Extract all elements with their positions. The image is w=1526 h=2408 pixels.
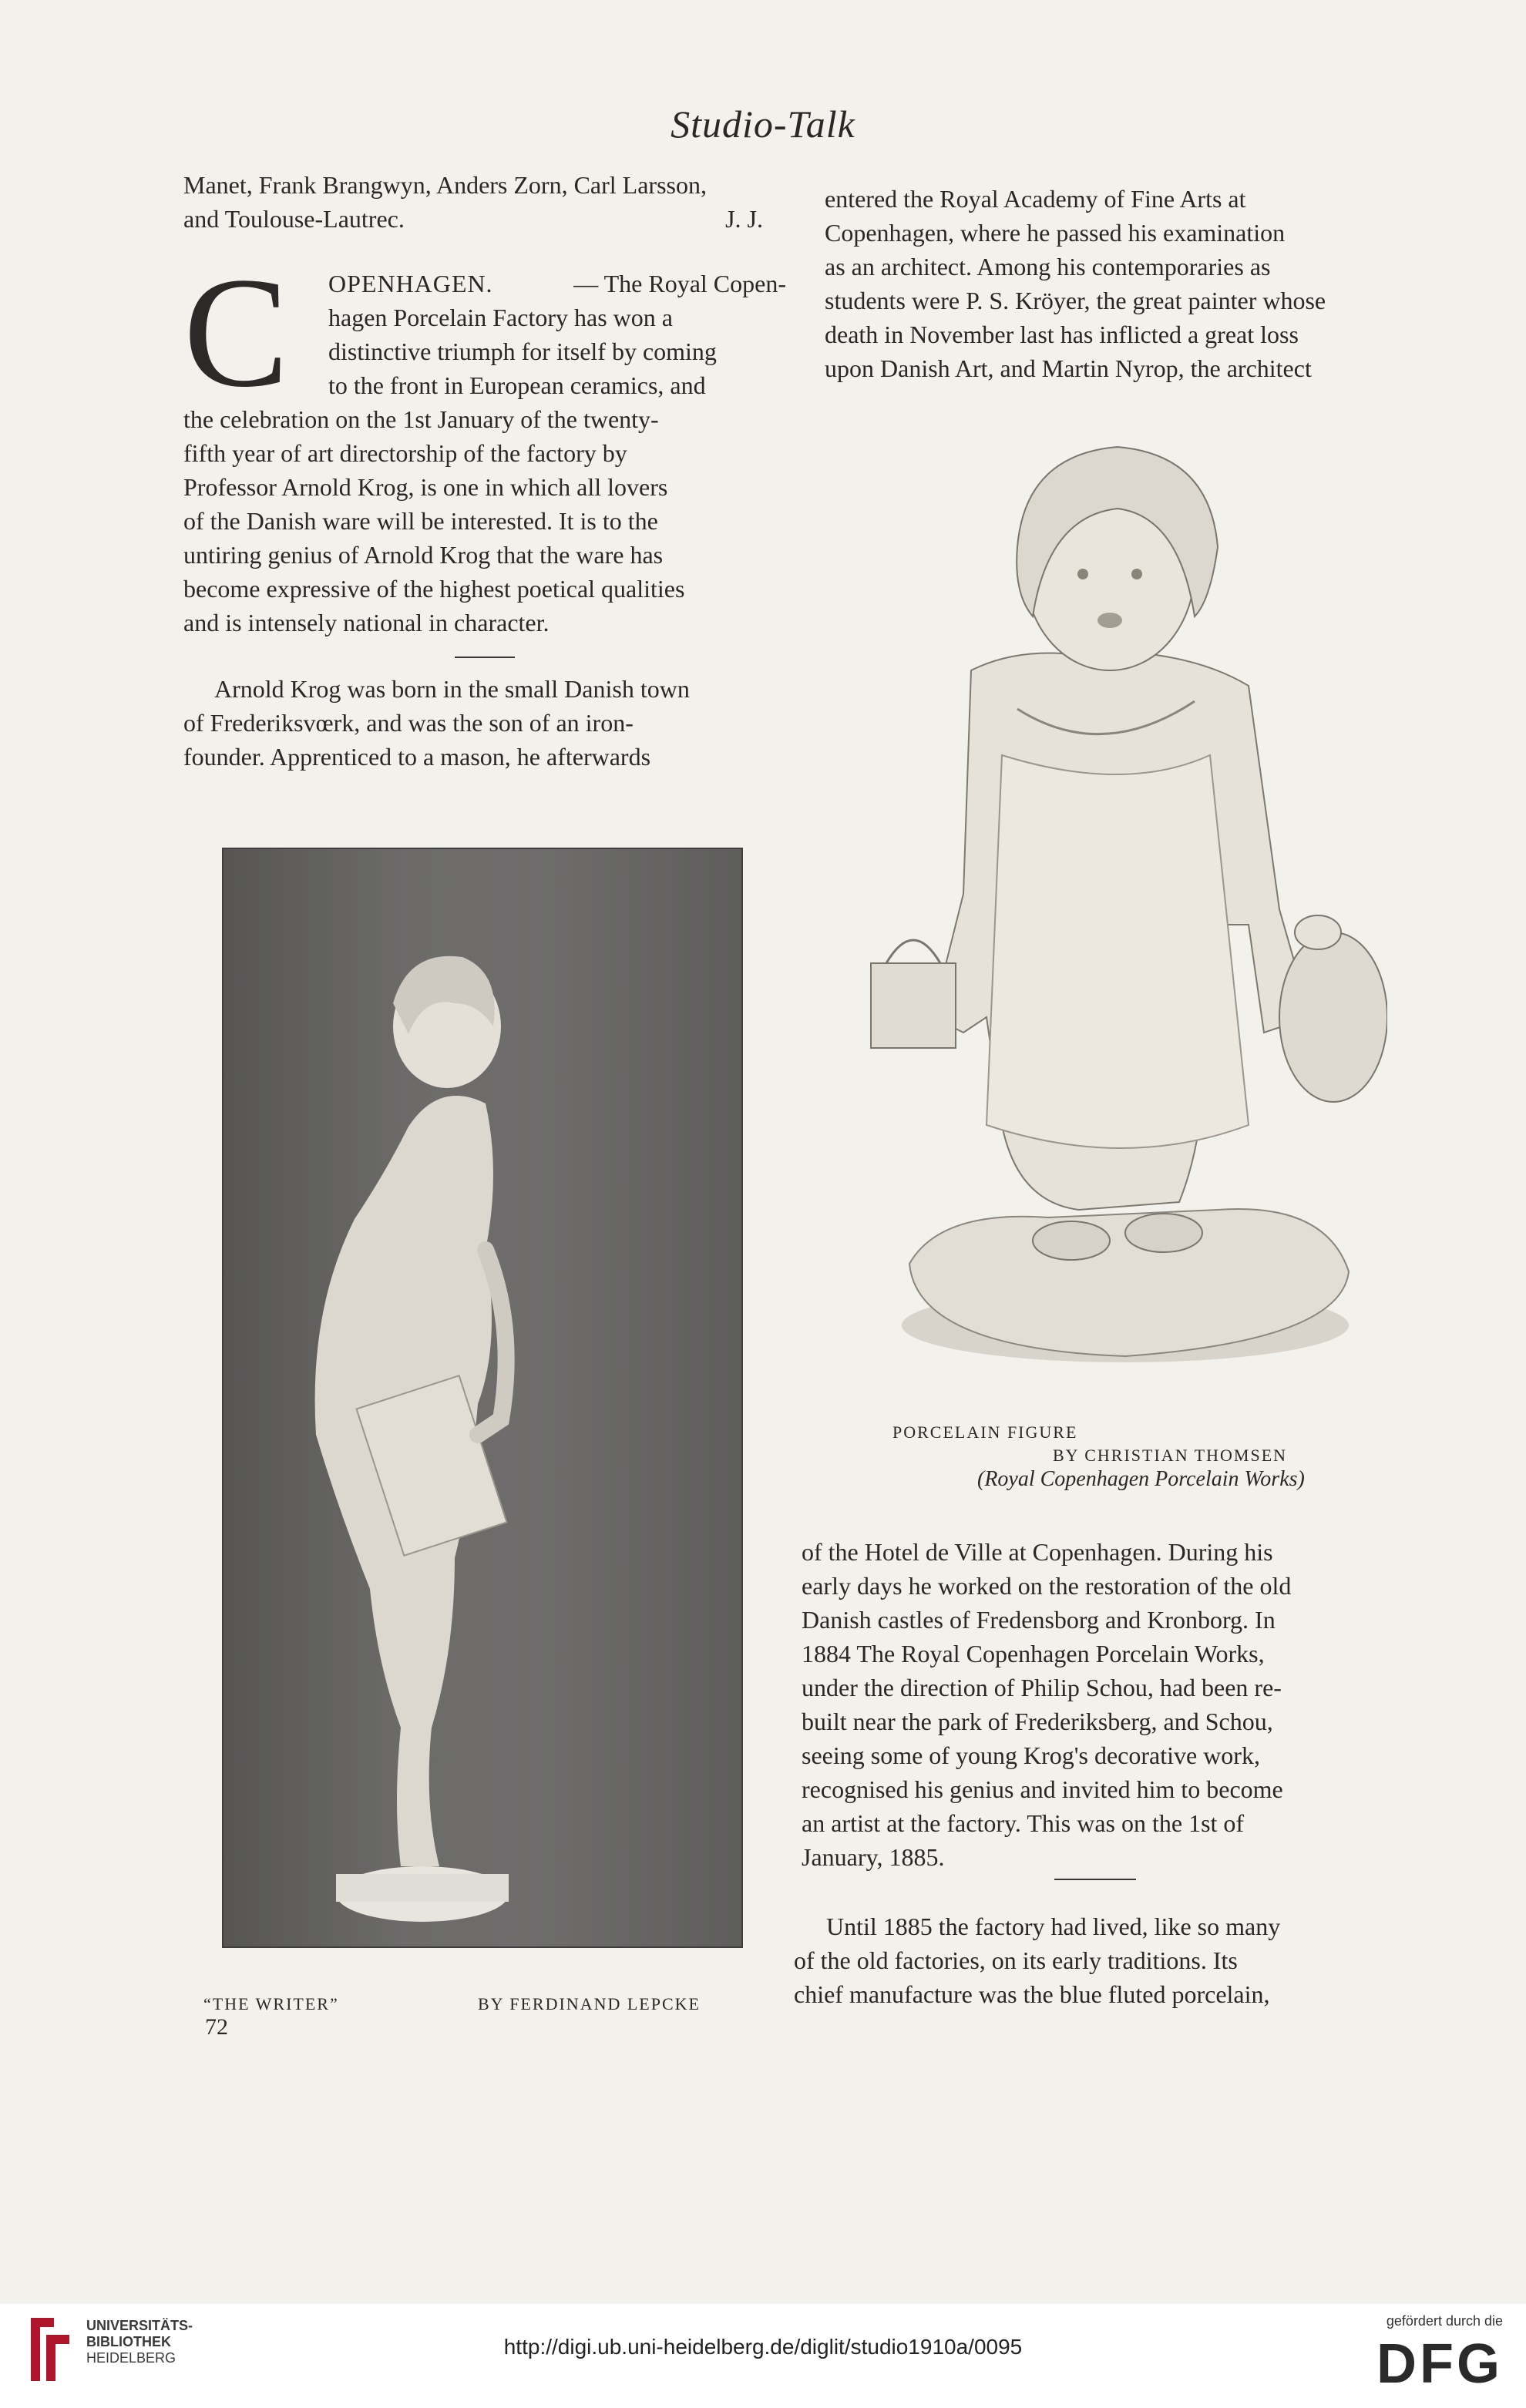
para-line: and is intensely national in character.	[183, 609, 550, 636]
source-link[interactable]: http://digi.ub.uni-heidelberg.de/diglit/studio1910a/0095	[503, 2335, 1023, 2359]
dfg-logo: DFG	[1376, 2333, 1503, 2395]
dropcap-line-4: to the front in European ceramics, and	[328, 371, 706, 399]
right-figure-caption-2: BY CHRISTIAN THOMSEN	[1053, 1446, 1288, 1465]
para-line: under the direction of Philip Schou, had been re-	[802, 1674, 1282, 1701]
para-line: the celebration on the 1st January of the twenty-	[183, 405, 659, 433]
dropcap-line-1: OPENHAGEN. — The Royal Copen-	[328, 270, 786, 297]
left-figure-caption-artist: BY FERDINAND LEPCKE	[478, 1994, 701, 2013]
library-name: UNIVERSITÄTS- BIBLIOTHEK HEIDELBERG	[86, 2318, 193, 2366]
para-line: of the Danish ware will be interested. It is to the	[183, 507, 658, 535]
funding-label: gefördert durch die	[1386, 2313, 1503, 2329]
para-line: of Frederiksvœrk, and was the son of an iron-	[183, 709, 634, 737]
para-line: Arnold Krog was born in the small Danish town	[214, 675, 690, 703]
intro-line-1: Manet, Frank Brangwyn, Anders Zorn, Carl Larsson,	[183, 171, 707, 199]
dropcap-line-3: distinctive triumph for itself by coming	[328, 338, 717, 365]
section-divider	[455, 657, 515, 658]
para-line: Danish castles of Fredensborg and Kronborg. In	[802, 1606, 1276, 1634]
digitization-footer	[0, 2304, 1526, 2408]
running-title: Studio-Talk	[671, 102, 855, 146]
intro-initials: J. J.	[725, 205, 763, 233]
copenhagen-paragraph	[183, 245, 786, 640]
para-line: of the Hotel de Ville at Copenhagen. During his	[802, 1538, 1273, 1566]
krog-paragraph	[183, 672, 786, 774]
para-line: an artist at the factory. This was on the 1st of	[802, 1809, 1245, 1837]
para-line: become expressive of the highest poetical qualities	[183, 575, 685, 603]
right-paragraph-2	[802, 1535, 1395, 1874]
para-line: Copenhagen, where he passed his examination	[825, 219, 1286, 247]
para-line: students were P. S. Kröyer, the great painter whose	[825, 287, 1326, 314]
left-figure-caption-title: “THE WRITER”	[203, 1994, 339, 2013]
page-number: 72	[205, 2014, 228, 2040]
para-line: founder. Apprenticed to a mason, he afterwards	[183, 743, 651, 771]
right-paragraph-1	[825, 182, 1418, 385]
intro-line-2: and Toulouse-Lautrec. J. J.	[183, 202, 786, 236]
para-line: of the old factories, on its early traditions. Its	[794, 1946, 1238, 1974]
para-line: Until 1885 the factory had lived, like so many	[826, 1913, 1281, 1940]
para-line: built near the park of Frederiksberg, and Schou,	[802, 1708, 1273, 1735]
para-line: entered the Royal Academy of Fine Arts at	[825, 185, 1246, 213]
right-figure-caption-3: (Royal Copenhagen Porcelain Works)	[977, 1467, 1305, 1491]
left-intro	[183, 168, 786, 236]
section-divider	[1054, 1879, 1136, 1880]
para-line: chief manufacture was the blue fluted porcelain,	[794, 1980, 1270, 2008]
para-line: Professor Arnold Krog, is one in which all lovers	[183, 473, 668, 501]
para-line: recognised his genius and invited him to become	[802, 1775, 1283, 1803]
para-line: as an architect. Among his contemporaries as	[825, 253, 1271, 280]
para-line: fifth year of art directorship of the factory by	[183, 439, 627, 467]
para-line: untiring genius of Arnold Krog that the ware has	[183, 541, 664, 569]
right-paragraph-3	[794, 1909, 1395, 2011]
dropcap-letter: C	[183, 245, 289, 420]
para-line: 1884 The Royal Copenhagen Porcelain Works,	[802, 1640, 1265, 1667]
dropcap-line-2: hagen Porcelain Factory has won a	[328, 304, 673, 331]
porcelain-figure-image	[848, 432, 1387, 1387]
para-line: early days he worked on the restoration of the old	[802, 1572, 1292, 1600]
para-line: seeing some of young Krog's decorative work,	[802, 1741, 1260, 1769]
para-line: January, 1885.	[802, 1843, 945, 1871]
para-line: upon Danish Art, and Martin Nyrop, the architect	[825, 354, 1312, 382]
the-writer-image	[222, 848, 743, 1948]
right-figure-caption-1: PORCELAIN FIGURE	[892, 1422, 1078, 1442]
para-line: death in November last has inflicted a great loss	[825, 321, 1299, 348]
